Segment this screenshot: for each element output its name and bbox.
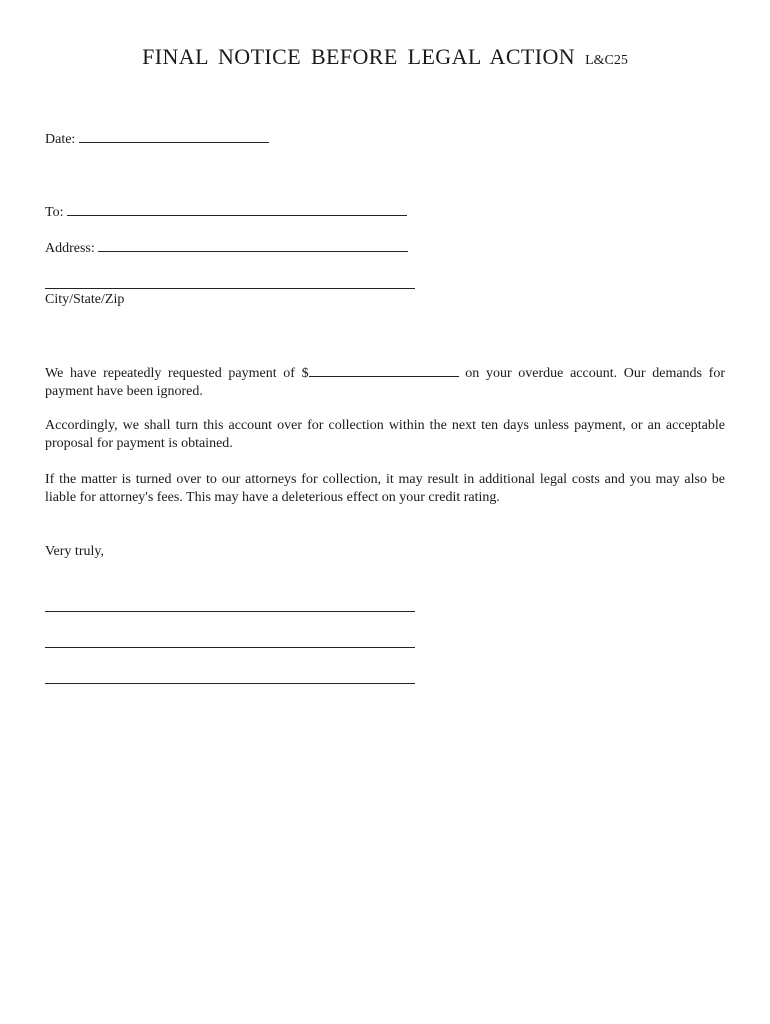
document-title [0, 44, 770, 70]
date-label: Date: [45, 132, 76, 147]
to-label: To: [45, 205, 64, 220]
form-code: L&C25 [585, 53, 628, 68]
paragraph-legal-costs: If the matter is turned over to our attorneys for collection, it may result in additional legal costs and you may also be liable for attorney's fees. This may have a deleterious effect on your credit rating. [45, 472, 725, 505]
date-row [45, 128, 269, 149]
signature-line-3[interactable] [45, 683, 415, 684]
closing-text: Very truly, [45, 544, 104, 559]
address-row [45, 237, 408, 258]
address-field[interactable] [98, 237, 408, 252]
amount-field[interactable] [309, 363, 459, 377]
paragraph-payment-request [45, 363, 725, 401]
city-state-zip-label: City/State/Zip [45, 292, 125, 307]
to-row [45, 201, 407, 222]
to-field[interactable] [67, 201, 407, 216]
signature-line-2[interactable] [45, 647, 415, 648]
paragraph-collection-notice: Accordingly, we shall turn this account over for collection within the next ten days unless payment, or an acceptable proposal for payment is obtained. [45, 418, 725, 451]
paragraph1-end: on your overdue account. Our demands for payment have been ignored. [45, 366, 725, 399]
paragraph1-start: We have repeatedly requested payment of $ [45, 366, 309, 381]
title-text: FINAL NOTICE BEFORE LEGAL ACTION [142, 44, 576, 69]
address-label: Address: [45, 241, 95, 256]
date-field[interactable] [79, 128, 269, 143]
signature-line-1[interactable] [45, 611, 415, 612]
city-state-zip-field[interactable] [45, 288, 415, 289]
